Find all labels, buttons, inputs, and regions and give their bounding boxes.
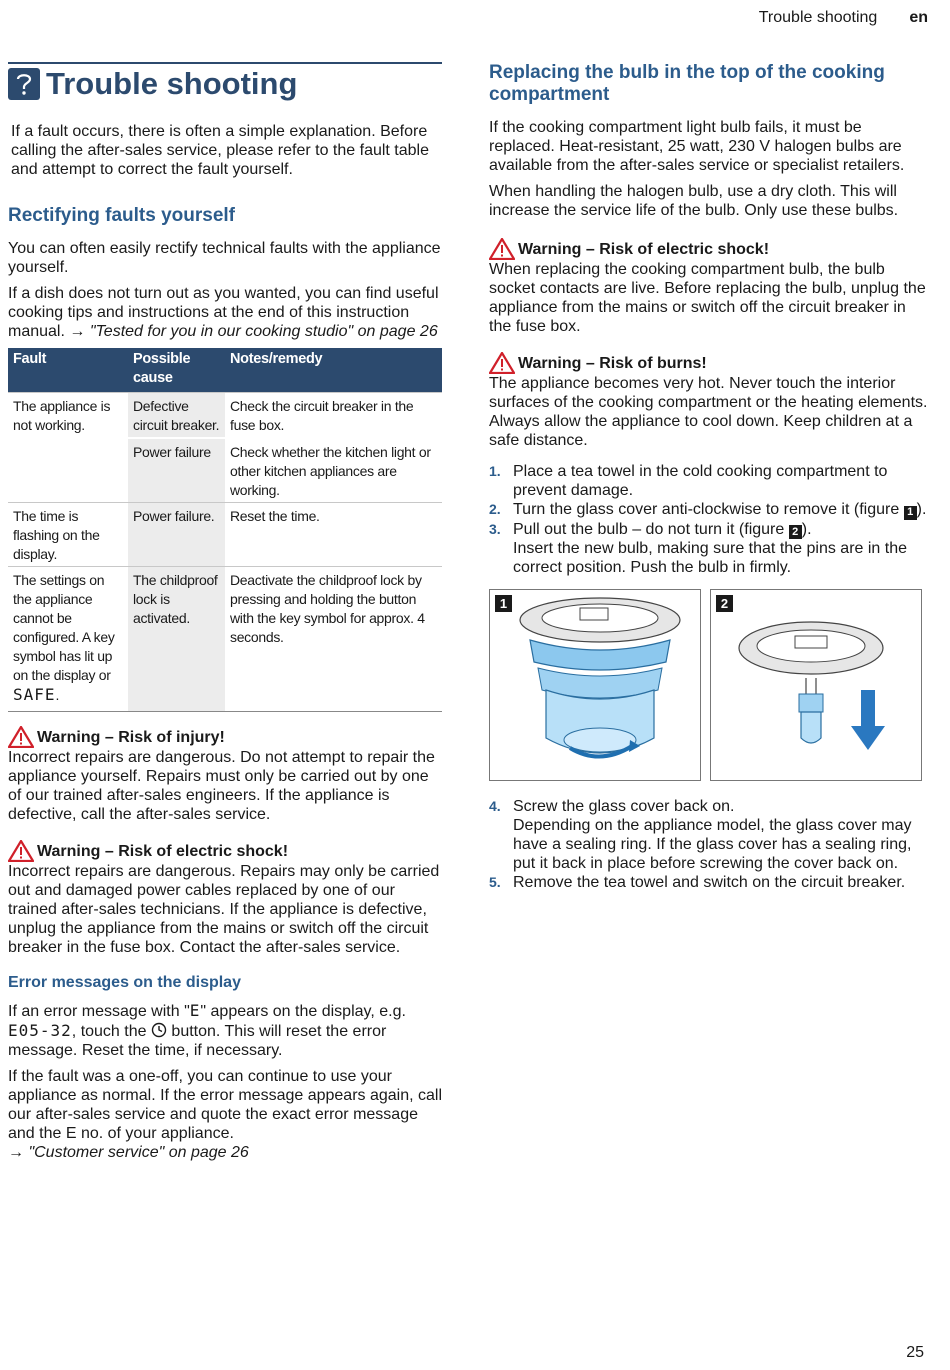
page-title: Trouble shooting — [46, 66, 298, 101]
remedy-cell: Reset the time. — [225, 503, 442, 567]
remedy-cell: Deactivate the childproof lock by pressing and holding the button with the key symbol for approx. 4 seconds. — [225, 567, 442, 712]
left-column — [8, 62, 442, 1169]
errors-heading: Error messages on the display — [8, 974, 241, 991]
col-header-remedy: Notes/remedy — [225, 348, 442, 393]
bulb-removal-illustration — [711, 590, 921, 780]
warning-injury — [8, 726, 442, 824]
list-item: 4. Screw the glass cover back on. Depending on the appliance model, the glass cover may have a sealing ring. If the glass cover has a sealing ring, put it back in place before screwing the cover back on. — [489, 798, 912, 872]
warning-electric-shock-bulb — [489, 238, 929, 336]
warning-text: Incorrect repairs are dangerous. Repairs may only be carried out and damaged power cables replaced by one of our trained after-sales technicians. If the appliance is defective, unplug the appliance from the mains or switch off the circuit breaker in the fuse box. Contact the after-sales service. — [8, 863, 440, 956]
list-item: 5. Remove the tea towel and switch on the circuit breaker. — [489, 874, 906, 891]
table-row — [8, 503, 442, 567]
safe-display-symbol: SAFE — [13, 685, 56, 704]
header-section: Trouble shooting — [758, 9, 878, 26]
warning-electric-shock — [8, 840, 442, 957]
remedy-cell: Check whether the kitchen light or other kitchen appliances are working. — [225, 438, 442, 503]
fault-cell: The settings on the appliance cannot be configured. A key symbol has lit up on the display or SAFE. — [8, 567, 128, 712]
steps-list-b — [489, 797, 929, 892]
bulb-p1: If the cooking compartment light bulb fails, it must be replaced. Heat-resistant, 25 watt, 230 V halogen bulbs are available from the after-sales service or specialist retailers. — [489, 119, 905, 174]
col-header-fault: Fault — [8, 348, 128, 393]
figure-ref: 2 — [789, 525, 802, 539]
warning-text: The appliance becomes very hot. Never touch the interior surfaces of the cooking compartment or the heating elements. Always allow the appliance to cool down. Keep children at a safe distance. — [489, 375, 928, 449]
glass-cover-removal-illustration — [490, 590, 700, 780]
figure-ref: 1 — [904, 506, 917, 520]
bulb-p2: When handling the halogen bulb, use a dry cloth. This will increase the service life of the bulb. Only use these bulbs. — [489, 183, 899, 219]
clock-icon — [151, 1022, 167, 1038]
figure-label: 2 — [716, 595, 733, 612]
steps-list-a — [489, 462, 929, 577]
page-number: 25 — [906, 1344, 924, 1361]
rectify-p1: You can often easily rectify technical faults with the appliance yourself. — [8, 240, 441, 276]
warning-text: Incorrect repairs are dangerous. Do not attempt to repair the appliance yourself. Repairs must only be carried out by one of our trained after-sales engineers. If the appliance is defective, call the after-sales service. — [8, 749, 435, 823]
list-item: 2. Turn the glass cover anti-clockwise to remove it (figure 1 ). — [489, 501, 927, 518]
cross-reference-link[interactable]: "Customer service" on page 26 — [24, 1144, 249, 1161]
table-row — [8, 393, 442, 439]
header-language: en — [909, 9, 928, 26]
right-column — [489, 62, 929, 892]
error-code: E05-32 — [8, 1021, 72, 1040]
cross-reference-link[interactable]: "Tested for you in our cooking studio" on page 26 — [85, 323, 438, 340]
warning-title: Warning – Risk of burns! — [518, 354, 707, 372]
error-symbol: E — [189, 1001, 201, 1020]
cause-cell: Power failure — [128, 438, 225, 503]
page-header — [759, 8, 928, 27]
arrow-icon: → — [8, 1144, 24, 1161]
warning-icon — [8, 840, 34, 862]
figures — [489, 589, 929, 781]
fault-table — [8, 348, 442, 712]
list-item: 1. Place a tea towel in the cold cooking compartment to prevent damage. — [489, 463, 888, 499]
intro-text: If a fault occurs, there is often a simple explanation. Before calling the after-sales service, please refer to the fault table and attempt to correct the fault yourself. — [11, 123, 429, 178]
warning-title: Warning – Risk of electric shock! — [37, 842, 289, 860]
table-row — [8, 567, 442, 712]
col-header-cause: Possible cause — [128, 348, 225, 393]
list-item: 3. Pull out the bulb – do not turn it (figure 2 ). Insert the new bulb, making sure that the pins are in the correct position. Push the bulb in firmly. — [489, 520, 908, 576]
fault-cell: The time is flashing on the display. — [8, 503, 128, 567]
warning-icon — [489, 238, 515, 260]
warning-text: When replacing the cooking compartment bulb, the bulb socket contacts are live. Before replacing the bulb, unplug the appliance from the mains or switch off the circuit breaker in the fuse box. — [489, 261, 926, 335]
cause-cell: Defective circuit breaker. — [128, 393, 225, 439]
warning-icon — [489, 352, 515, 374]
errors-p1: If an error message with "E" appears on the display, e.g. E05-32, touch the button. This will reset the error message. Reset the time, if necessary. — [8, 1001, 406, 1059]
bulb-heading: Replacing the bulb in the top of the cooking compartment — [489, 62, 885, 105]
warning-title: Warning – Risk of electric shock! — [518, 240, 770, 258]
question-icon — [8, 68, 40, 100]
rectify-heading: Rectifying faults yourself — [8, 205, 235, 226]
fault-cell: The appliance is not working. — [8, 393, 128, 503]
warning-burns — [489, 352, 929, 450]
figure-label: 1 — [495, 595, 512, 612]
cause-cell: The childproof lock is activated. — [128, 567, 225, 712]
remedy-cell: Check the circuit breaker in the fuse box. — [225, 393, 442, 439]
rectify-p2: If a dish does not turn out as you wanted, you can find useful cooking tips and instructions at the end of this instruction manual. → "Tested for you in our cooking studio" on page 26 — [8, 285, 439, 340]
figure-1 — [489, 589, 701, 781]
warning-title: Warning – Risk of injury! — [37, 728, 225, 746]
figure-2 — [710, 589, 922, 781]
errors-p2: If the fault was a one-off, you can continue to use your appliance as normal. If the error message appears again, call our after-sales service and quote the exact error message and the E no. of your appliance. → "Customer service" on page 26 — [8, 1068, 443, 1161]
title-block — [8, 62, 442, 100]
warning-icon — [8, 726, 34, 748]
cause-cell: Power failure. — [128, 503, 225, 567]
arrow-icon: → — [69, 323, 86, 340]
